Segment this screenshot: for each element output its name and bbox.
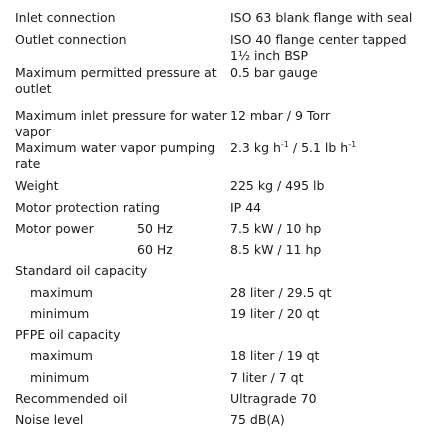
spec-label: Outlet connection [15, 32, 127, 47]
spec-value [230, 32, 430, 64]
spec-value-exponent: -1 [348, 139, 357, 149]
spec-label-line: Maximum water vapor pumping [15, 140, 216, 155]
spec-value: 18 liter / 19 qt [230, 348, 320, 363]
spec-value: 28 liter / 29.5 qt [230, 285, 332, 300]
spec-label-line: Maximum permitted pressure at [15, 65, 217, 80]
spec-value: 8.5 kW / 11 hp [230, 242, 322, 257]
spec-value: 75 dB(A) [230, 412, 285, 427]
spec-label-line: Maximum inlet pressure for water [15, 108, 227, 123]
spec-label-line: vapor [15, 124, 51, 139]
spec-label: Weight [15, 178, 59, 193]
spec-value-part: 2.3 kg h [230, 140, 281, 155]
spec-label [15, 65, 230, 97]
spec-label: minimum [30, 370, 90, 385]
spec-value-line: 1½ inch BSP [230, 48, 309, 63]
spec-label: Motor power [15, 221, 94, 236]
spec-label: Recommended oil [15, 391, 128, 406]
spec-value-part: / 5.1 lb h [288, 140, 349, 155]
spec-label: Inlet connection [15, 10, 116, 25]
spec-value: 225 kg / 495 lb [230, 178, 325, 193]
spec-value: ISO 63 blank flange with seal [230, 10, 413, 25]
spec-label [15, 140, 230, 172]
spec-label-line: outlet [15, 81, 52, 96]
spec-value: 7.5 kW / 10 hp [230, 221, 322, 236]
spec-value-line: ISO 40 flange center tapped [230, 32, 407, 47]
spec-value: 12 mbar / 9 Torr [230, 108, 331, 123]
spec-sublabel: 60 Hz [137, 242, 173, 257]
spec-label: PFPE oil capacity [15, 327, 121, 342]
spec-value: 19 liter / 20 qt [230, 306, 320, 321]
spec-label [15, 108, 230, 140]
spec-label: minimum [30, 306, 90, 321]
spec-label: maximum [30, 285, 93, 300]
spec-value-exponent: -1 [280, 139, 289, 149]
spec-value [230, 140, 430, 156]
spec-value: Ultragrade 70 [230, 391, 317, 406]
spec-label: maximum [30, 348, 93, 363]
spec-label: Standard oil capacity [15, 263, 148, 278]
spec-sublabel: 50 Hz [137, 221, 173, 236]
spec-label-line: rate [15, 156, 41, 171]
spec-value: IP 44 [230, 200, 262, 215]
spec-label: Noise level [15, 412, 84, 427]
spec-label: Motor protection rating [15, 200, 160, 215]
spec-value: 0.5 bar gauge [230, 65, 318, 80]
spec-value: 7 liter / 7 qt [230, 370, 304, 385]
